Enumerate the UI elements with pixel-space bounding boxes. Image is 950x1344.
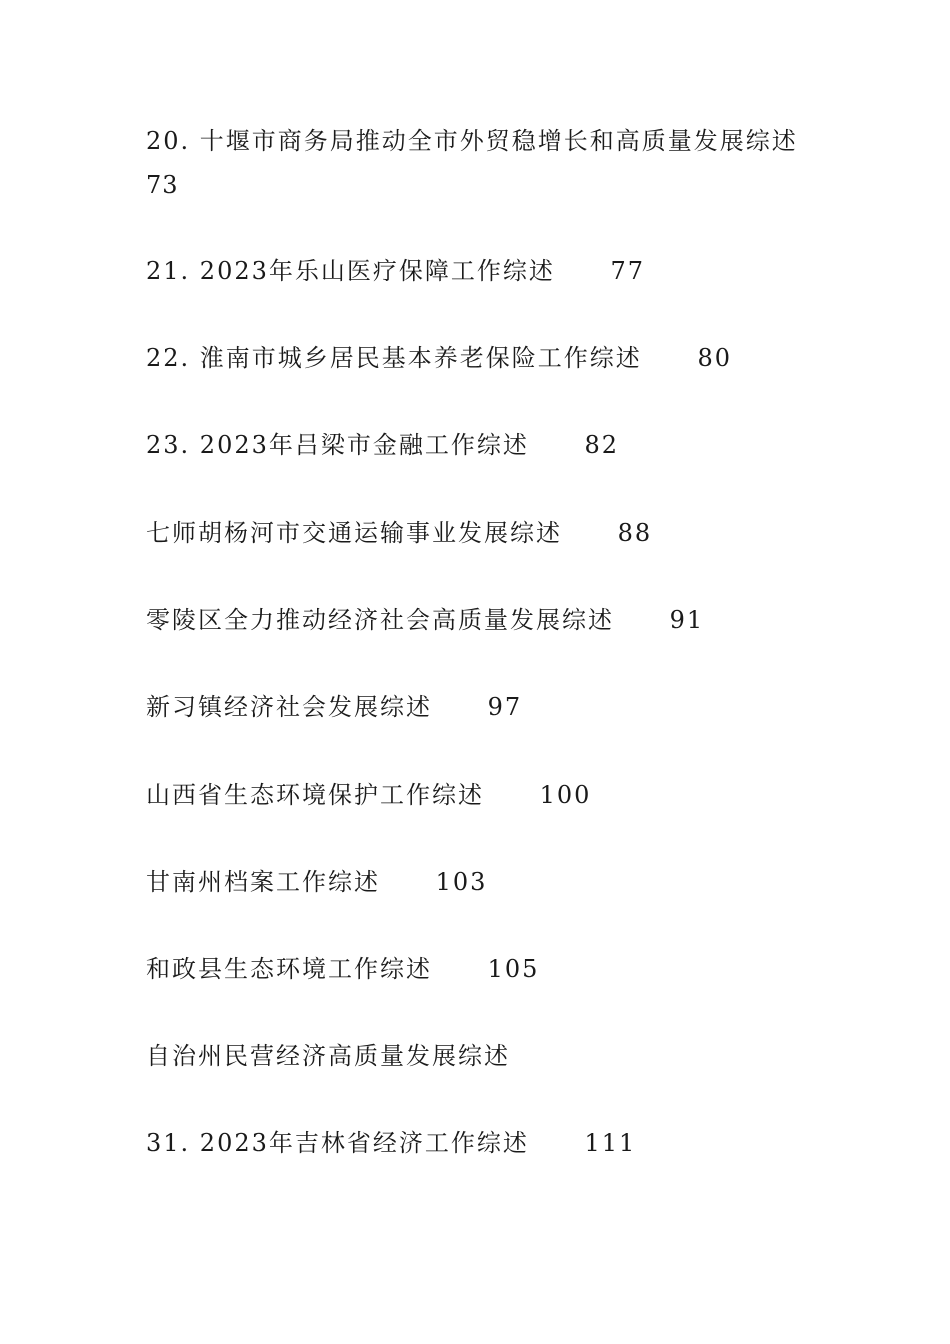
toc-entry[interactable] xyxy=(146,519,652,547)
toc-entry-page-number: 100 xyxy=(539,781,592,809)
toc-entry-title: 23. 2023年吕梁市金融工作综述 xyxy=(146,431,529,459)
toc-entry-title: 和政县生态环境工作综述 xyxy=(146,955,432,983)
toc-entry[interactable] xyxy=(146,127,798,155)
toc-entry-title: 自治州民营经济高质量发展综述 xyxy=(146,1042,510,1070)
toc-entry-page-number: 73 xyxy=(146,171,179,199)
toc-entry-page-number: 103 xyxy=(435,868,488,896)
toc-entry[interactable] xyxy=(146,431,619,459)
toc-entry[interactable] xyxy=(146,1042,566,1070)
toc-entry-page-number: 105 xyxy=(487,955,540,983)
toc-entry-title: 七师胡杨河市交通运输事业发展综述 xyxy=(146,519,562,547)
toc-entry-title: 零陵区全力推动经济社会高质量发展综述 xyxy=(146,606,614,634)
toc-entry-title: 甘南州档案工作综述 xyxy=(146,868,380,896)
toc-entry-title: 21. 2023年乐山医疗保障工作综述 xyxy=(146,257,555,285)
toc-entry[interactable] xyxy=(146,781,591,809)
toc-entry[interactable] xyxy=(146,868,487,896)
toc-entry[interactable] xyxy=(146,693,522,721)
toc-entry[interactable] xyxy=(146,344,732,372)
toc-entry-page-number: 80 xyxy=(697,344,732,372)
toc-entry[interactable] xyxy=(146,955,539,983)
toc-entry[interactable] xyxy=(146,1129,636,1157)
toc-entry-title: 新习镇经济社会发展综述 xyxy=(146,693,432,721)
toc-entry-page-number: 91 xyxy=(669,606,705,634)
toc-entry-title: 31. 2023年吉林省经济工作综述 xyxy=(146,1129,529,1157)
toc-entry-title: 22. 淮南市城乡居民基本养老保险工作综述 xyxy=(146,344,642,372)
toc-entry-page-number: 97 xyxy=(487,693,523,721)
toc-entry-page-number: 88 xyxy=(617,519,653,547)
toc-entry-title: 20. 十堰市商务局推动全市外贸稳增长和高质量发展综述 xyxy=(146,127,798,155)
toc-entry-page-number: 111 xyxy=(584,1129,637,1157)
toc-entry-page-number: 77 xyxy=(610,257,646,285)
toc-entry-title: 山西省生态环境保护工作综述 xyxy=(146,781,484,809)
toc-entry[interactable] xyxy=(146,606,704,634)
toc-entry[interactable] xyxy=(146,257,645,285)
toc-entry-page-number: 82 xyxy=(584,431,620,459)
